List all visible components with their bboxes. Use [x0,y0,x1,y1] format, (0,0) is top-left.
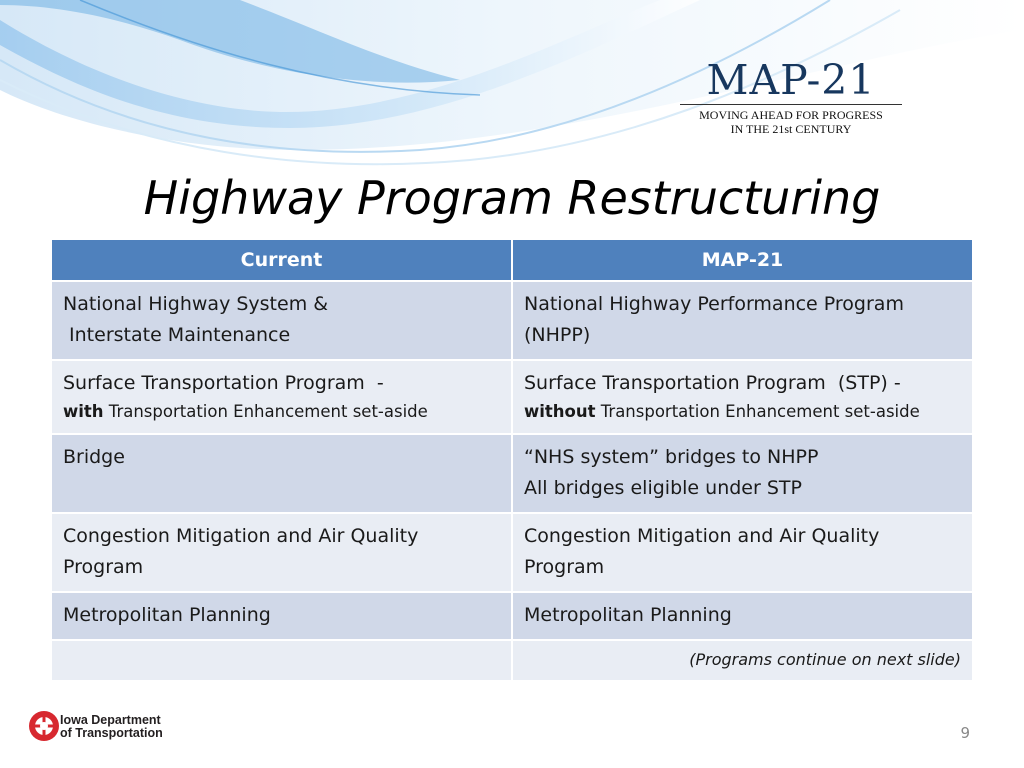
slide-title: Highway Program Restructuring [143,171,881,225]
table-cell-map21 [512,360,973,434]
cell-line: “NHS system” bridges to NHPP [524,446,819,468]
cell-subline-text: Transportation Enhancement set-aside [595,402,920,421]
iowa-dot-wordmark [60,714,163,740]
program-comparison-table [50,238,974,682]
cell-line: Congestion Mitigation and Air Quality [63,525,419,547]
cell-subline-text: Transportation Enhancement set-aside [103,402,428,421]
cell-line: Congestion Mitigation and Air Quality [524,525,880,547]
table-cell-current [51,513,512,592]
continuation-note: (Programs continue on next slide) [689,650,961,669]
table-cell-current [51,434,512,513]
cell-line: All bridges eligible under STP [524,477,802,499]
cell-line: Bridge [63,446,125,468]
table-cell-map21 [512,281,973,360]
cell-line: Program [524,556,605,578]
iowa-dot-logo-icon [28,710,60,742]
table-row [51,281,973,360]
emphasis-without: without [524,402,596,421]
cell-line: National Highway System & [63,293,329,315]
table-cell-current [51,360,512,434]
column-header-map21: MAP-21 [512,239,973,281]
table-row [51,360,973,434]
table-cell-map21 [512,434,973,513]
logo-title: MAP-21 [706,56,876,104]
table-cell-map21 [512,640,973,681]
cell-line: Surface Transportation Program - [63,372,384,394]
map21-logo [680,58,902,136]
table-row [51,513,973,592]
logo-subtitle-line1: MOVING AHEAD FOR PROGRESS [699,108,883,122]
table-header-row [51,239,973,281]
page-number: 9 [960,724,970,742]
cell-subline [63,399,500,425]
cell-line: Surface Transportation Program (STP) - [524,372,901,394]
cell-line: National Highway Performance Program [524,293,904,315]
cell-line: Metropolitan Planning [524,604,732,626]
table-cell-current [51,640,512,681]
dot-line2: of Transportation [60,726,163,740]
cell-line: Interstate Maintenance [63,324,291,346]
dot-line1: Iowa Department [60,713,161,727]
logo-subtitle-line2: IN THE 21st CENTURY [730,122,852,136]
cell-line: Program [63,556,144,578]
cell-subline [524,399,961,425]
column-header-current: Current [51,239,512,281]
table-cell-current [51,281,512,360]
emphasis-with: with [63,402,104,421]
cell-line: (NHPP) [524,324,591,346]
logo-divider [680,104,902,105]
table-row [51,434,973,513]
cell-line: Metropolitan Planning [63,604,271,626]
table-cell-current [51,592,512,640]
table-cell-map21 [512,592,973,640]
table-row [51,592,973,640]
table-cell-map21 [512,513,973,592]
table-row [51,640,973,681]
